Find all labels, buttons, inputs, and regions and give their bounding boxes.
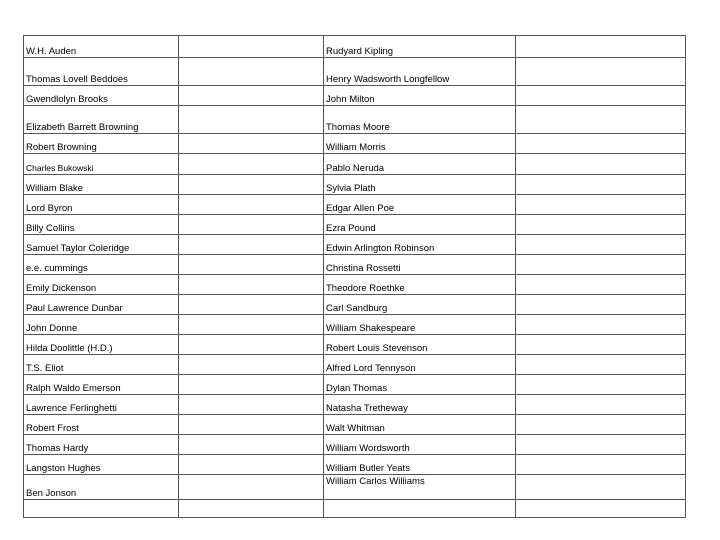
poet-name-right: Christina Rossetti — [324, 255, 516, 275]
table-row — [24, 315, 686, 335]
table-row — [24, 395, 686, 415]
poet-name-right: William Wordsworth — [324, 435, 516, 455]
blank-cell — [516, 58, 686, 86]
blank-cell — [179, 315, 324, 335]
poet-name-right: William Morris — [324, 134, 516, 154]
poet-name-right: Theodore Roethke — [324, 275, 516, 295]
blank-cell — [179, 195, 324, 215]
blank-cell — [179, 235, 324, 255]
blank-cell — [179, 295, 324, 315]
table-row — [24, 134, 686, 154]
blank-cell — [179, 58, 324, 86]
poet-name-left: Charles Bukowski — [24, 154, 179, 175]
blank-cell — [179, 255, 324, 275]
poet-name-right: Carl Sandburg — [324, 295, 516, 315]
poet-name-right: Henry Wadsworth Longfellow — [324, 58, 516, 86]
table-row — [24, 475, 686, 500]
poet-name-left: William Blake — [24, 175, 179, 195]
table-row — [24, 255, 686, 275]
poet-name-right: Dylan Thomas — [324, 375, 516, 395]
blank-cell — [516, 175, 686, 195]
poet-name-left: T.S. Eliot — [24, 355, 179, 375]
table-row — [24, 455, 686, 475]
poet-name-right — [324, 500, 516, 518]
blank-cell — [179, 375, 324, 395]
blank-cell — [516, 475, 686, 500]
table-row — [24, 295, 686, 315]
poet-name-right: Alfred Lord Tennyson — [324, 355, 516, 375]
blank-cell — [179, 275, 324, 295]
blank-cell — [179, 215, 324, 235]
blank-cell — [179, 36, 324, 58]
blank-cell — [179, 355, 324, 375]
poet-name-right: Edgar Allen Poe — [324, 195, 516, 215]
table-row — [24, 106, 686, 134]
blank-cell — [516, 275, 686, 295]
blank-cell — [516, 134, 686, 154]
table-row — [24, 335, 686, 355]
poet-name-left: Hilda Doolittle (H.D.) — [24, 335, 179, 355]
blank-cell — [516, 36, 686, 58]
poet-name-right: Sylvia Plath — [324, 175, 516, 195]
poet-name-right: Thomas Moore — [324, 106, 516, 134]
poet-name-left: Thomas Hardy — [24, 435, 179, 455]
blank-cell — [516, 435, 686, 455]
poet-name-right: William Shakespeare — [324, 315, 516, 335]
poet-name-right: Natasha Tretheway — [324, 395, 516, 415]
poet-name-right: Robert Louis Stevenson — [324, 335, 516, 355]
poet-name-left: Samuel Taylor Coleridge — [24, 235, 179, 255]
table-row — [24, 36, 686, 58]
poet-name-right: Walt Whitman — [324, 415, 516, 435]
blank-cell — [516, 355, 686, 375]
blank-cell — [179, 134, 324, 154]
blank-cell — [179, 455, 324, 475]
blank-cell — [516, 86, 686, 106]
blank-cell — [516, 500, 686, 518]
poet-name-right: John Milton — [324, 86, 516, 106]
poet-name-left: Ralph Waldo Emerson — [24, 375, 179, 395]
poet-name-left — [24, 500, 179, 518]
poet-name-left: Lord Byron — [24, 195, 179, 215]
poet-name-right: Edwin Arlington Robinson — [324, 235, 516, 255]
blank-cell — [179, 475, 324, 500]
blank-cell — [179, 500, 324, 518]
blank-cell — [516, 375, 686, 395]
poet-name-left: Billy Collins — [24, 215, 179, 235]
poets-table — [23, 35, 686, 518]
blank-cell — [516, 295, 686, 315]
poet-name-left: John Donne — [24, 315, 179, 335]
table-row — [24, 235, 686, 255]
poet-name-right: Ezra Pound — [324, 215, 516, 235]
blank-cell — [179, 175, 324, 195]
blank-cell — [516, 395, 686, 415]
poet-name-right: Rudyard Kipling — [324, 36, 516, 58]
table-row — [24, 154, 686, 175]
poet-name-left: Lawrence Ferlinghetti — [24, 395, 179, 415]
poet-name-left: W.H. Auden — [24, 36, 179, 58]
poet-name-left: Robert Frost — [24, 415, 179, 435]
poet-name-left: Emily Dickenson — [24, 275, 179, 295]
table-row — [24, 195, 686, 215]
blank-cell — [516, 235, 686, 255]
blank-cell — [516, 154, 686, 175]
table-row — [24, 375, 686, 395]
poet-name-left: Elizabeth Barrett Browning — [24, 106, 179, 134]
blank-cell — [516, 415, 686, 435]
blank-cell — [516, 335, 686, 355]
table-row — [24, 415, 686, 435]
table-row — [24, 500, 686, 518]
blank-cell — [179, 435, 324, 455]
blank-cell — [179, 86, 324, 106]
blank-cell — [179, 415, 324, 435]
poet-name-left: Ben Jonson — [24, 475, 179, 500]
table-row — [24, 435, 686, 455]
blank-cell — [179, 335, 324, 355]
table-row — [24, 175, 686, 195]
blank-cell — [516, 455, 686, 475]
poet-name-left: Paul Lawrence Dunbar — [24, 295, 179, 315]
poet-name-right: Pablo Neruda — [324, 154, 516, 175]
poet-name-right: William Carlos Williams — [324, 475, 516, 500]
table-row — [24, 275, 686, 295]
blank-cell — [179, 106, 324, 134]
poet-name-left: e.e. cummings — [24, 255, 179, 275]
poet-name-left: Langston Hughes — [24, 455, 179, 475]
poet-name-left: Robert Browning — [24, 134, 179, 154]
table-row — [24, 215, 686, 235]
blank-cell — [179, 395, 324, 415]
blank-cell — [179, 154, 324, 175]
table-row — [24, 86, 686, 106]
table-row — [24, 355, 686, 375]
blank-cell — [516, 195, 686, 215]
poet-name-right: William Butler Yeats — [324, 455, 516, 475]
blank-cell — [516, 315, 686, 335]
poet-name-left: Thomas Lovell Beddoes — [24, 58, 179, 86]
blank-cell — [516, 106, 686, 134]
blank-cell — [516, 255, 686, 275]
table-row — [24, 58, 686, 86]
blank-cell — [516, 215, 686, 235]
poet-name-left: Gwendlolyn Brooks — [24, 86, 179, 106]
